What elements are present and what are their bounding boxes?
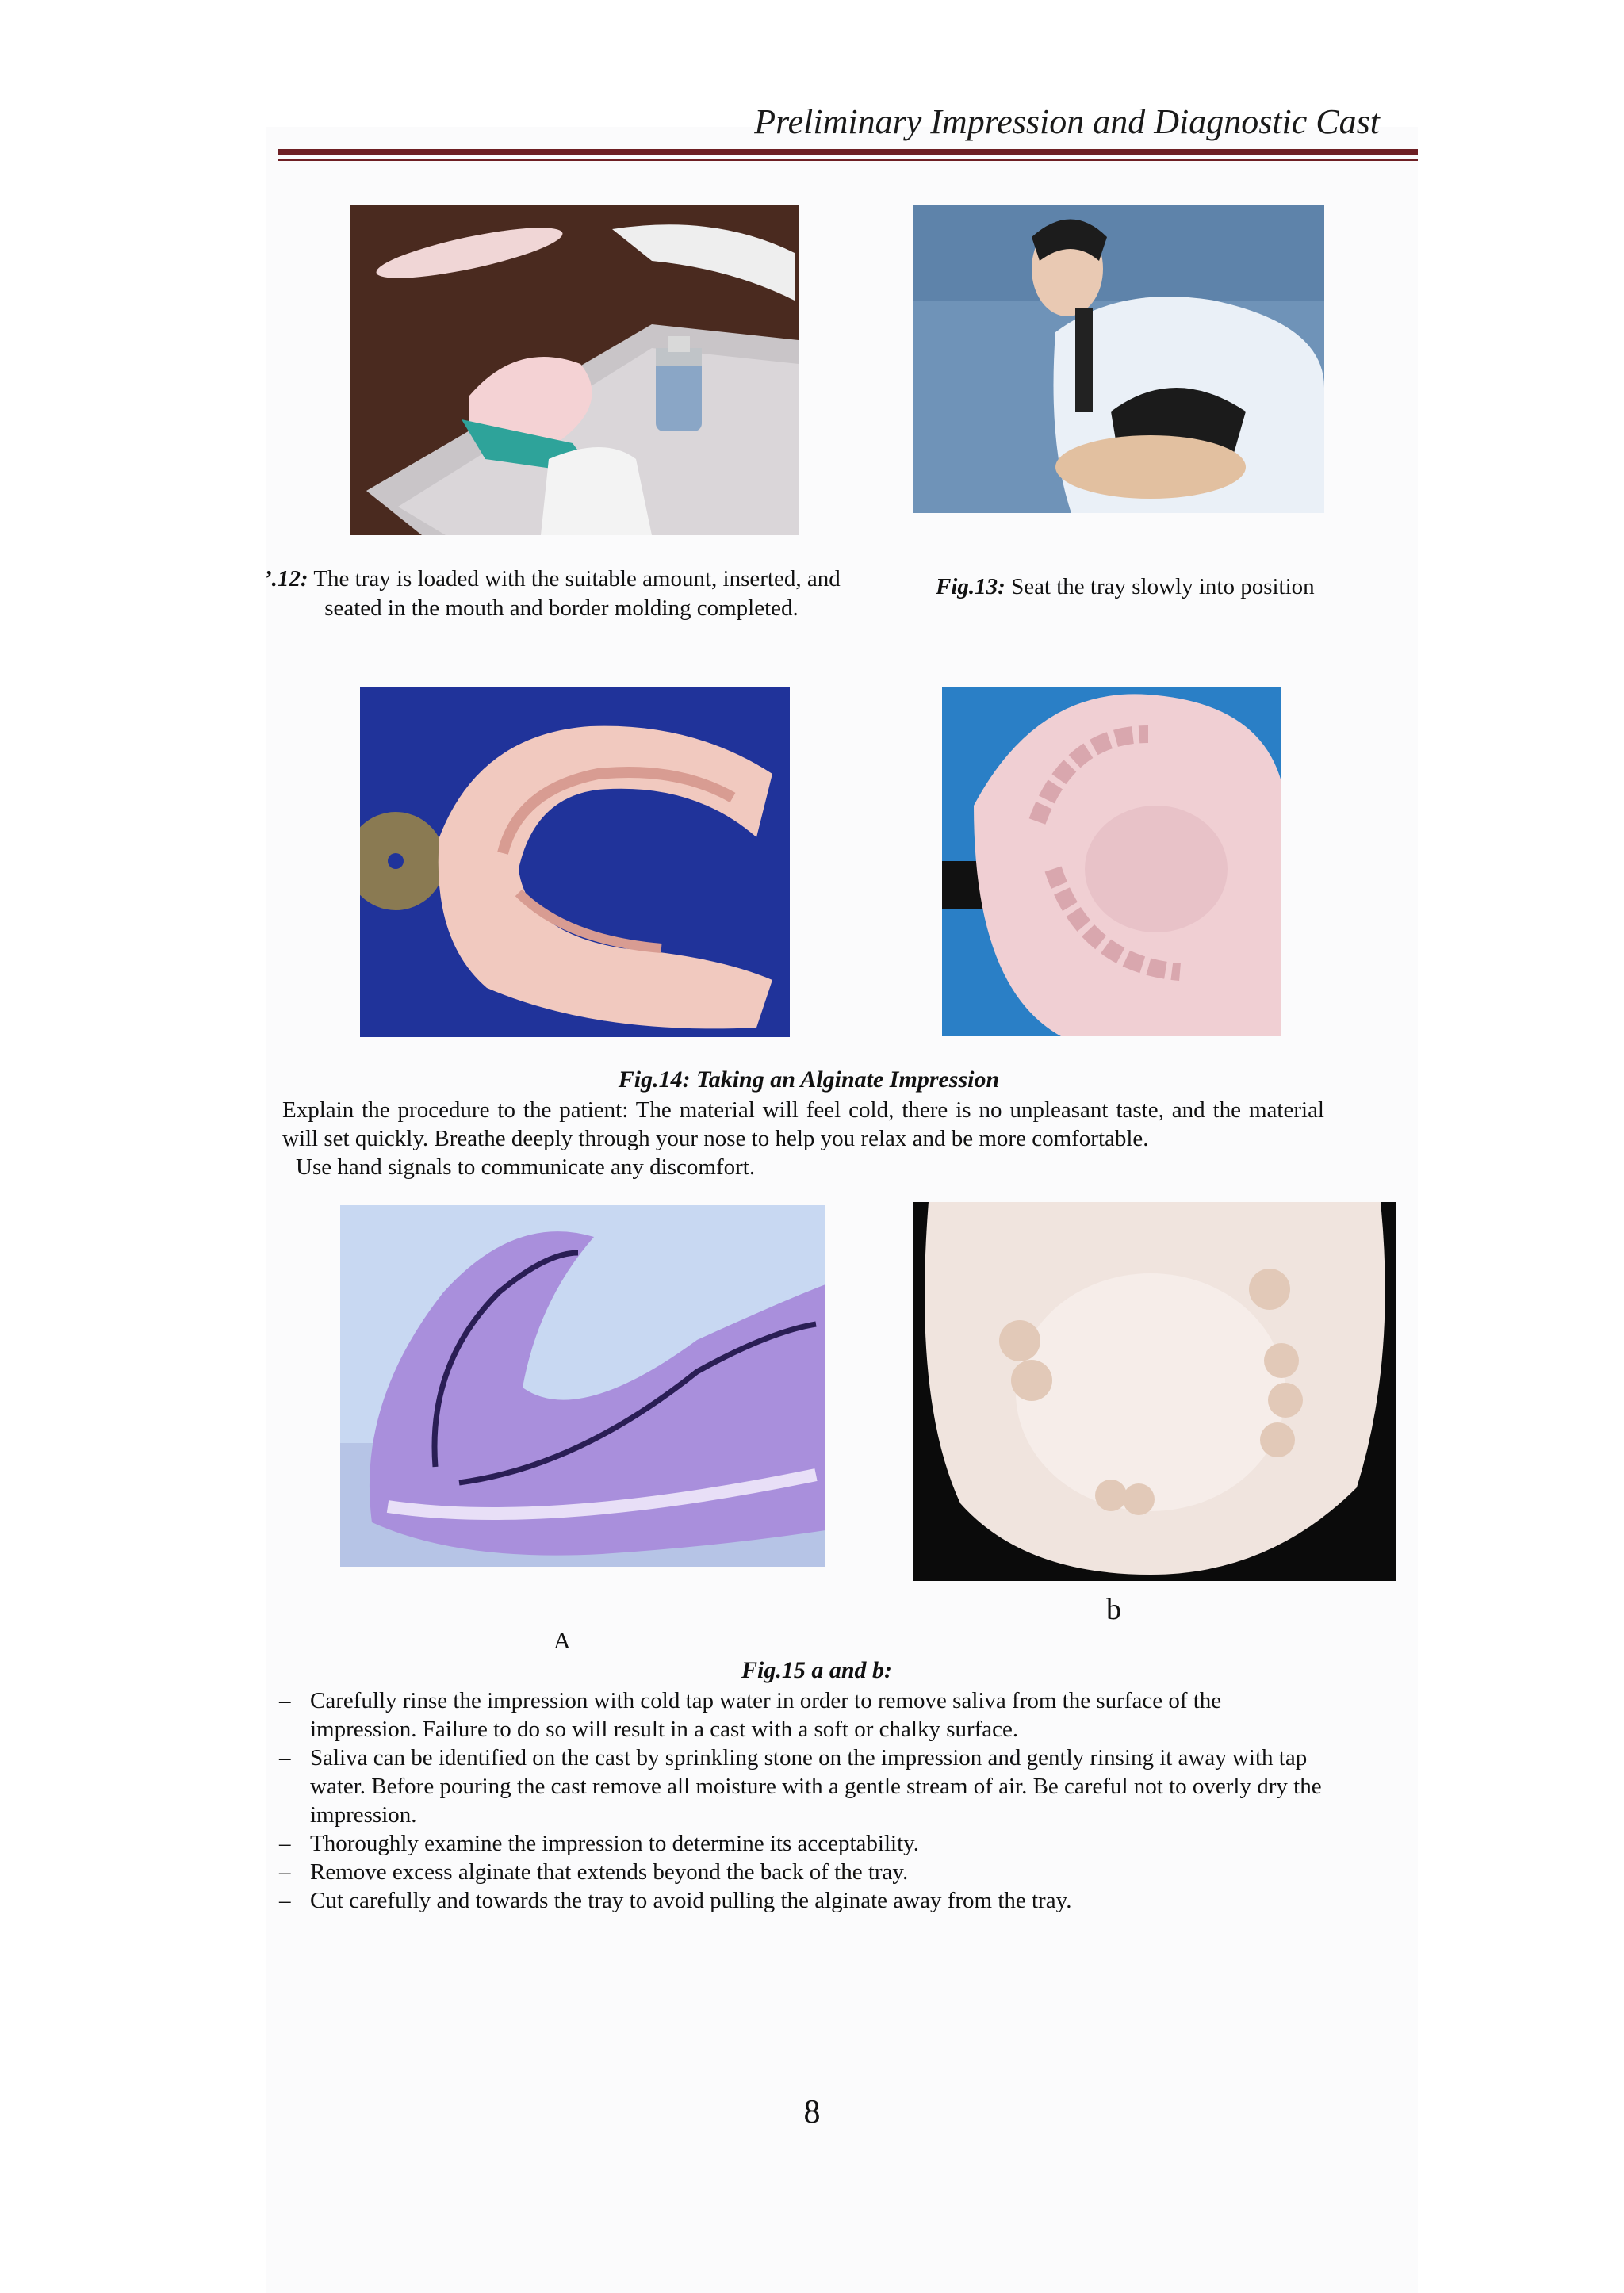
- list-item: [279, 1858, 1326, 1886]
- fig15-title: Fig.15 a and b:: [741, 1657, 893, 1683]
- fig14-photo-left: [360, 687, 790, 1037]
- page-number: 8: [803, 2094, 821, 2130]
- header-rule: [278, 149, 1418, 155]
- list-item: [279, 1744, 1326, 1829]
- fig12-caption: [264, 565, 891, 623]
- instructions-paragraph-last: Use hand signals to communicate any discomfort.: [296, 1154, 756, 1180]
- fig15a-photo: [340, 1205, 825, 1567]
- list-item: [279, 1829, 1326, 1858]
- instructions-list: [279, 1686, 1326, 1915]
- list-item-text: Carefully rinse the impression with cold tap water in order to remove saliva from the surface of the impression. Failure to do so will result in a cast with a soft or chalky surface.: [310, 1688, 1222, 1742]
- fig13-photo: [913, 205, 1324, 513]
- fig15a-label: A: [553, 1628, 571, 1654]
- fig15b-label: b: [1106, 1593, 1121, 1626]
- fig13-caption: [936, 572, 1315, 602]
- dash-marker: –: [279, 1745, 291, 1770]
- list-item: [279, 1686, 1326, 1744]
- list-item-text: Remove excess alginate that extends beyond the back of the tray.: [310, 1859, 909, 1885]
- instructions-paragraph: Explain the procedure to the patient: The material will feel cold, there is no unpleasant taste, and the material will set quickly. Breathe deeply through your nose to help you relax and be more comfortable.: [282, 1097, 1324, 1151]
- fig12-caption-line1: The tray is loaded with the suitable amount, inserted, and: [313, 566, 841, 591]
- fig12-photo: [350, 205, 799, 535]
- dash-marker: –: [279, 1888, 291, 1913]
- fig12-label: ’.12:: [264, 566, 308, 591]
- fig13-label: Fig.13:: [936, 574, 1005, 599]
- dash-marker: –: [279, 1859, 291, 1885]
- header-rule-thin: [278, 159, 1418, 161]
- fig13-caption-text: Seat the tray slowly into position: [1011, 574, 1315, 599]
- list-item-text: Saliva can be identified on the cast by sprinkling stone on the impression and gently rinsing it away with tap water. Before pouring the cast remove all moisture with a gentle stream of air. Be careful not to overly dry the impression.: [310, 1745, 1322, 1828]
- fig14-title: Fig.14: Taking an Alginate Impression: [618, 1066, 1000, 1093]
- dash-marker: –: [279, 1688, 291, 1713]
- list-item: [279, 1886, 1326, 1915]
- list-item-text: Cut carefully and towards the tray to avoid pulling the alginate away from the tray.: [310, 1888, 1072, 1913]
- list-item-text: Thoroughly examine the impression to determine its acceptability.: [310, 1831, 920, 1856]
- fig15b-photo: [913, 1202, 1396, 1581]
- dash-marker: –: [279, 1831, 291, 1856]
- fig12-caption-line2: seated in the mouth and border molding completed.: [324, 595, 799, 621]
- running-header: Preliminary Impression and Diagnostic Cast: [754, 102, 1380, 141]
- fig14-photo-right: [942, 687, 1281, 1036]
